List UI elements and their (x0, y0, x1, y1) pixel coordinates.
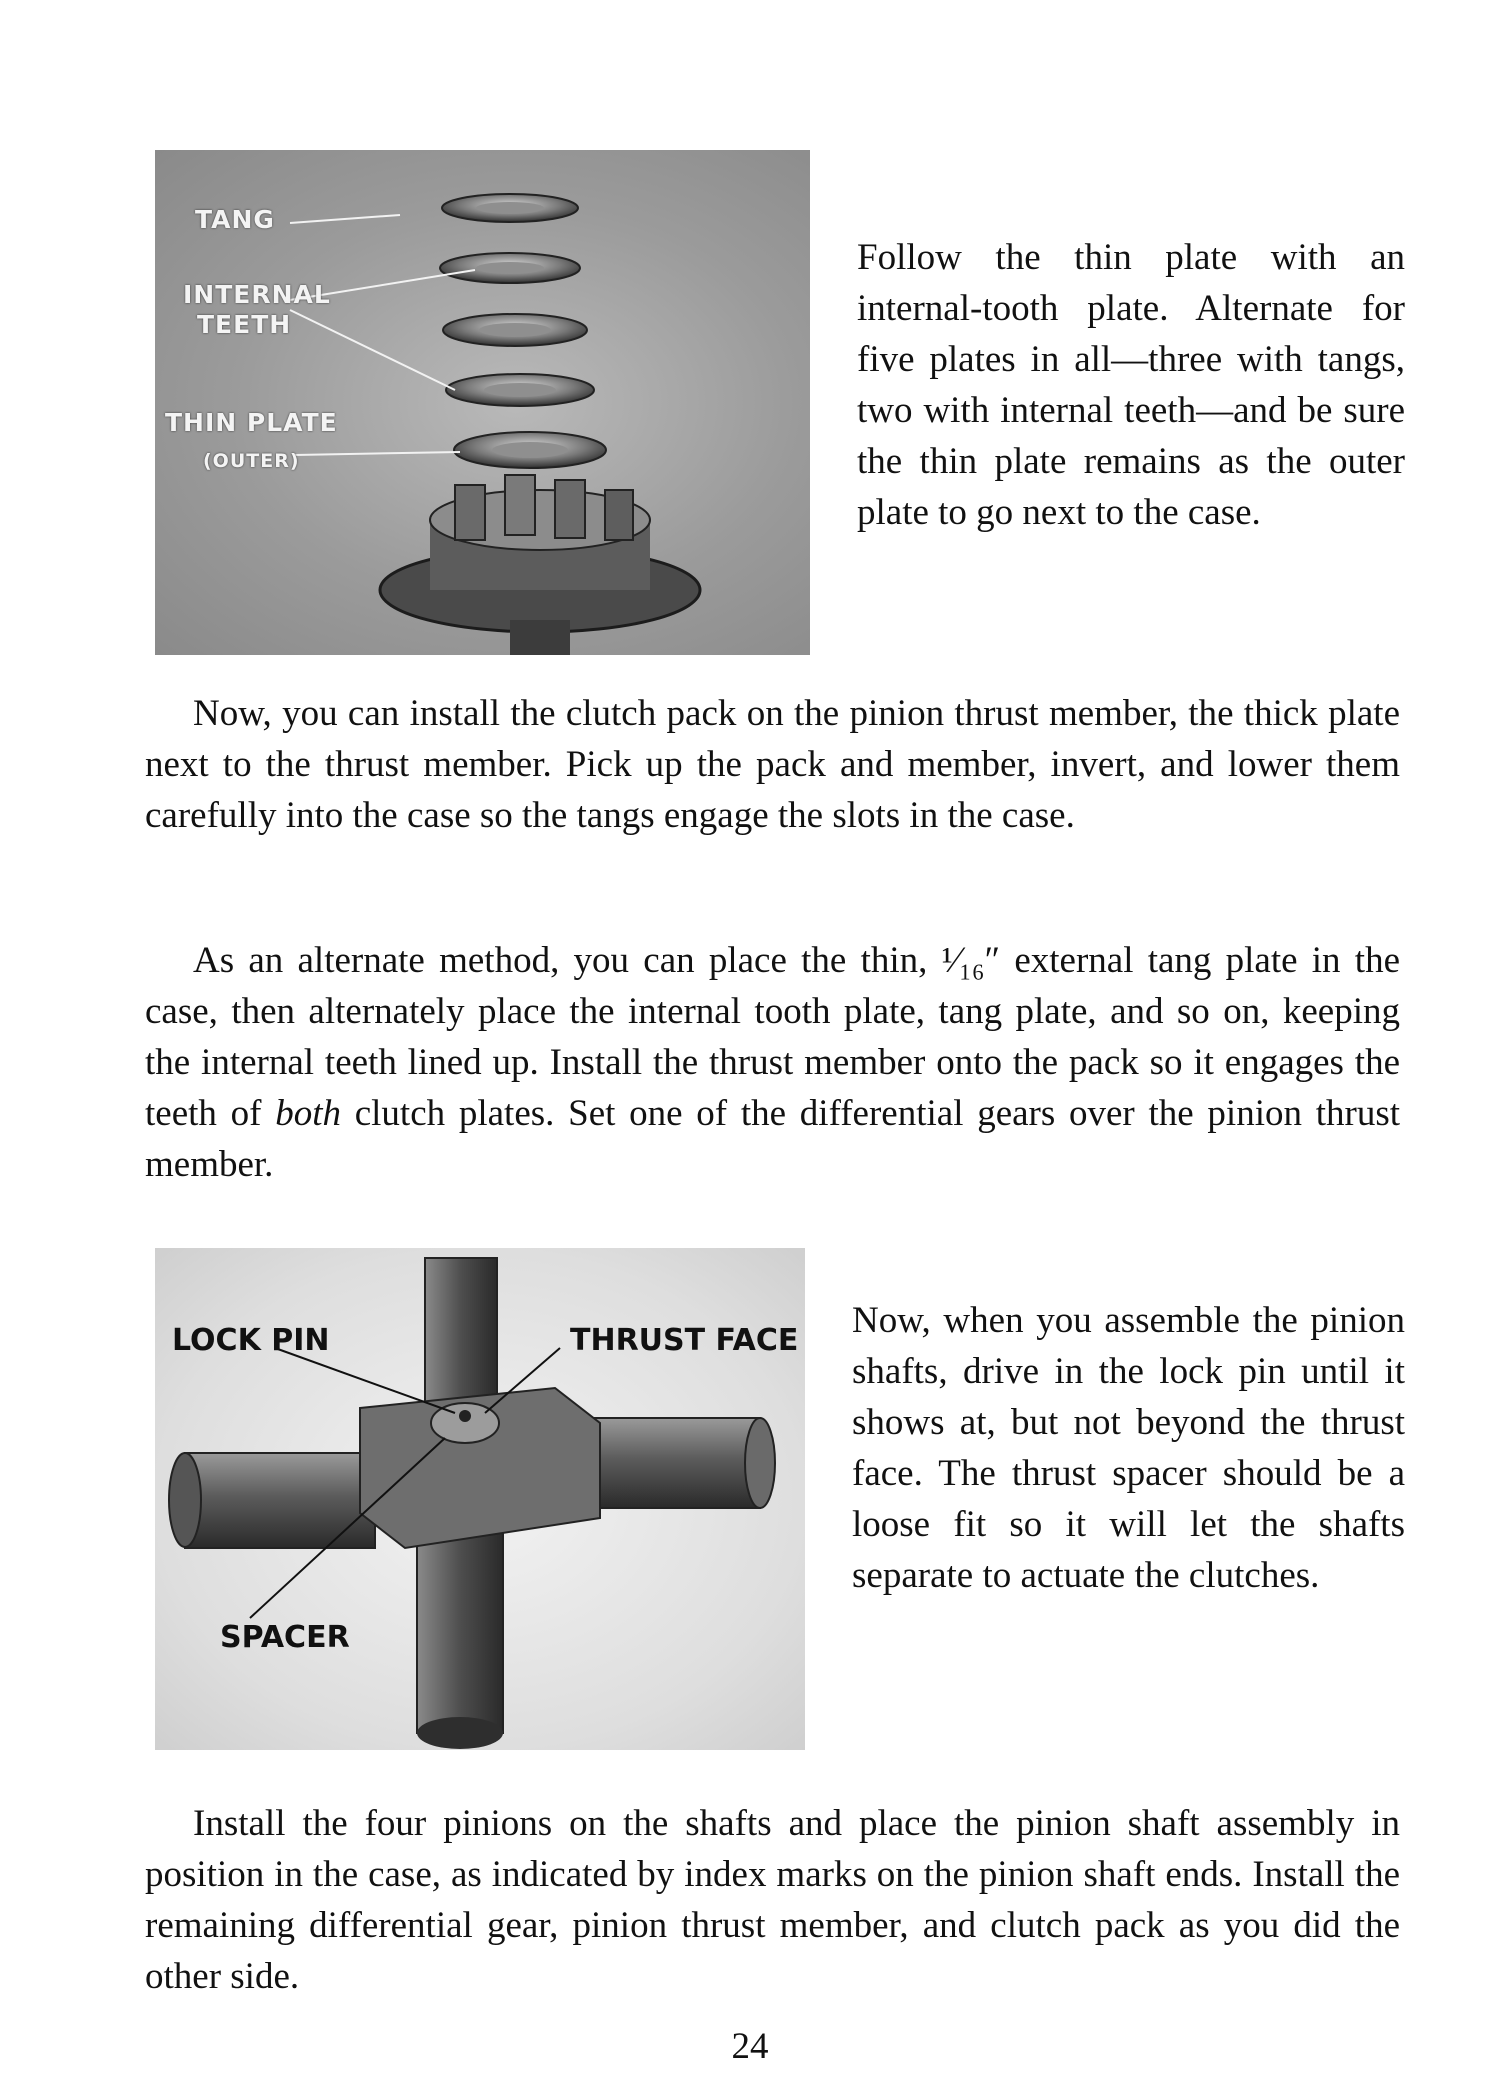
fraction-one-sixteenth: ¹⁄₁₆″ (941, 940, 1001, 981)
figure2-caption: Now, when you assemble the pinion shafts, drive in the lock pin until it shows at, but not beyond the thrust face. The thrust spacer should be a loose fit so it will let the shafts separate to actuate the clutches. (852, 1300, 1405, 1596)
paragraph-3-text: Install the four pinions on the shafts and place the pinion shaft assembly in position in the case, as indicated by index marks on the pinion shaft ends. Install the remaining differential gear, pinion thrust member, and clutch pack as you did the other side. (145, 1803, 1400, 1997)
paragraph-1-text: Now, you can install the clutch pack on the pinion thrust member, the thick plate next to the thrust member. Pick up the pack and member, invert, and lower them carefully into the case so the tangs engage the slots in the case. (145, 693, 1400, 836)
tang-label: TANG (195, 205, 275, 234)
paragraph-2-part-1: As an alternate method, you can place the thin, (193, 940, 942, 981)
thin-plate-label: THIN PLATE (165, 408, 338, 437)
paragraph-2-part-2: external tang plate in the case, then alternately place the internal tooth plate, tang plate, and so on, keeping the internal teeth lined up. Install the thrust member onto the pack so it engages the teeth of (145, 940, 1400, 1134)
internal-label: INTERNAL (183, 280, 331, 309)
spacer-label: SPACER (220, 1620, 350, 1655)
paragraph-2-text (145, 935, 1400, 1190)
lock-pin-label: LOCK PIN (172, 1323, 330, 1358)
emphasis-both: both (275, 1093, 341, 1134)
figure1-caption: Follow the thin plate with an internal-tooth plate. Alternate for five plates in all—three with tangs, two with internal teeth—and be sure the thin plate remains as the outer plate to go next to the case. (857, 237, 1405, 533)
paragraph-2-part-3: clutch plates. Set one of the differential gears over the pinion thrust member. (145, 1093, 1400, 1185)
teeth-label: TEETH (197, 310, 292, 339)
clutch-plates-photo (155, 150, 810, 655)
paragraph-install-pinions (145, 1798, 1400, 2002)
paragraph-alternate-method (145, 935, 1400, 1190)
thrust-face-label: THRUST FACE (570, 1323, 799, 1358)
page-number: 24 (731, 2026, 769, 2067)
paragraph-clutch-pack (145, 688, 1400, 841)
outer-label: (OUTER) (203, 450, 300, 472)
pinion-shafts-photo (155, 1248, 805, 1750)
